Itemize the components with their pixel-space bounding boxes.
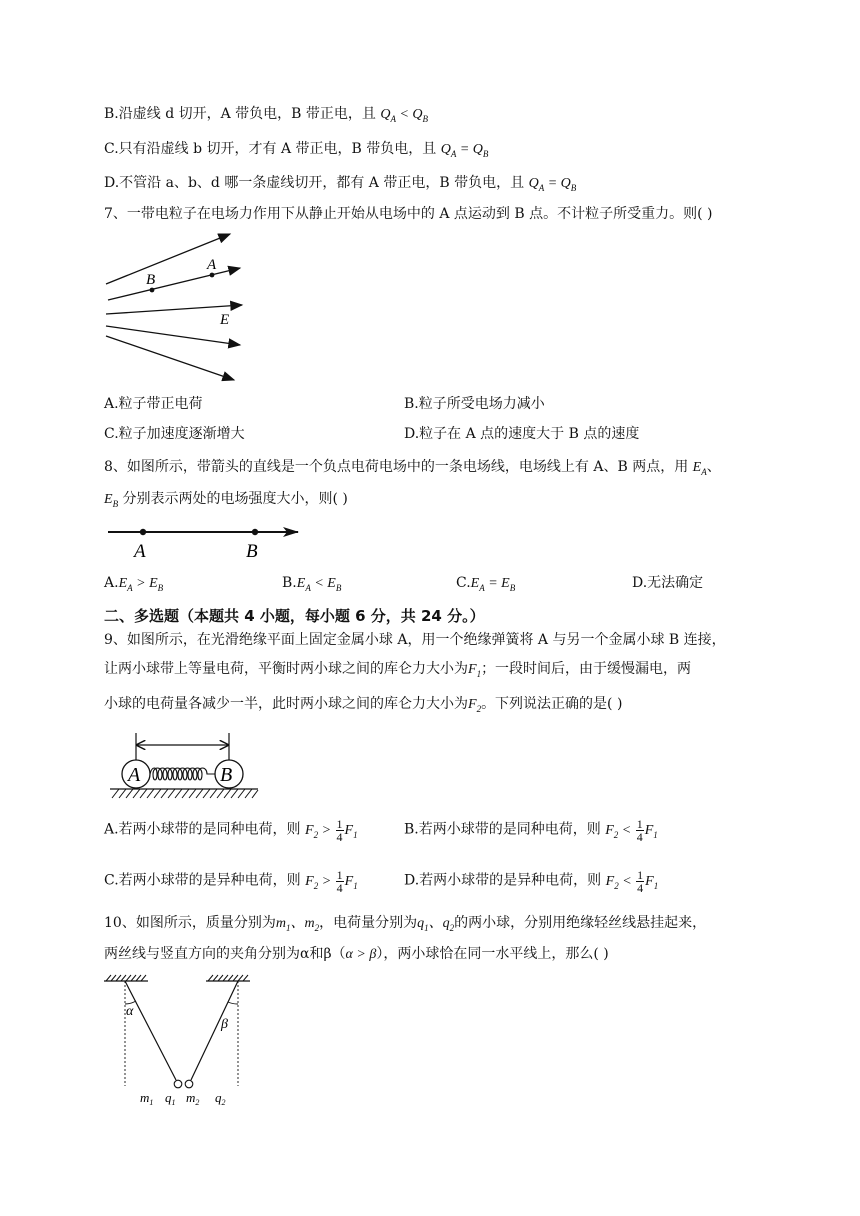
q9-line2: 让两小球带上等量电荷，平衡时两小球之间的库仑力大小为$F_1$；一段时间后，由于缓慢漏电，两 — [104, 661, 692, 679]
q9-b-formula: $F_2$ < $\frac{1}{4}$ $F_1$ — [605, 817, 658, 844]
thread-left — [125, 981, 176, 1080]
q8-eb-symbol: $E_B$ — [104, 492, 119, 509]
q10-line2: 两丝线与竖直方向的夹角分别为α和β（α > β），两小球恰在同一水平线上，那么( ) — [104, 946, 609, 962]
q8-point-a-label: A — [134, 541, 146, 562]
q9-c-formula: $F_2$ > $\frac{1}{4}$ $F_1$ — [305, 868, 358, 895]
section-2-heading: 二、多选题（本题共 4 小题，每小题 6 分，共 24 分。） — [104, 607, 485, 625]
ground-hatch — [112, 789, 258, 798]
angle-arc-beta — [228, 1002, 238, 1004]
q9-d-formula: $F_2$ < $\frac{1}{4}$ $F_1$ — [605, 868, 659, 895]
point-b-label: B — [146, 272, 156, 288]
q10-charges: $q_1$、$q_2$ — [417, 916, 455, 933]
m2-label: $m_2$ — [186, 1090, 200, 1107]
q10-pendulum-figure — [104, 974, 254, 1106]
ceiling-right-hatch — [208, 975, 248, 981]
q9-line1: 9、如图所示，在光滑绝缘平面上固定金属小球 A，用一个绝缘弹簧将 A 与另一个金属小球 B 连接， — [104, 632, 726, 648]
q8-point-b-label: B — [246, 541, 258, 562]
q7-option-b: B.粒子所受电场力减小 — [404, 396, 545, 412]
point-b-dot — [150, 288, 155, 293]
q8-a-formula: $E_A > E_B$ — [118, 576, 164, 593]
field-e-label: E — [220, 312, 230, 328]
q9-option-b: B.若两小球带的是同种电荷，则 $F_2$ < $\frac{1}{4}$ $F_1$ — [404, 817, 658, 844]
q8-ea-symbol: $E_A$ — [692, 460, 707, 477]
alpha-label: α — [126, 1004, 134, 1019]
q8-stem-line1: 8、如图所示，带箭头的直线是一个负点电荷电场中的一条电场线，电场线上有 A、B 两点，用 $E_A$、 — [104, 459, 721, 477]
spring — [150, 768, 215, 780]
ball-2 — [185, 1080, 193, 1088]
q9-line3: 小球的电荷量各减少一半，此时两小球之间的库仑力大小为$F_2$。下列说法正确的是( ) — [104, 696, 623, 714]
ceiling-left-hatch — [106, 975, 146, 981]
q10-masses: $m_1$、$m_2$ — [275, 916, 320, 933]
q8-stem-line2: $E_B$ 分别表示两处的电场强度大小，则( ) — [104, 491, 348, 509]
q8-field-line-figure — [104, 520, 304, 562]
q6-c-formula: $Q_A = Q_B$ — [440, 142, 489, 159]
q2-label: $q_2$ — [215, 1090, 226, 1107]
field-line-5 — [106, 336, 234, 380]
ball-a-label: A — [128, 764, 141, 786]
q1-label: $q_1$ — [165, 1090, 176, 1107]
q7-stem: 7、一带电粒子在电场力作用下从静止开始从电场中的 A 点运动到 B 点。不计粒子所受重力。则( ) — [104, 206, 713, 222]
q6-b-formula: $Q_A < Q_B$ — [380, 107, 429, 124]
q6-d-formula: $Q_A = Q_B$ — [528, 176, 577, 193]
q10-line1: 10、如图所示，质量分别为$m_1$、$m_2$，电荷量分别为$q_1$、$q_2$的两小球，分别用绝缘轻丝线悬挂起来， — [104, 915, 707, 933]
q9-spring-figure — [108, 728, 260, 802]
q8-b-formula: $E_A < E_B$ — [296, 576, 342, 593]
q10-angle-condition: α > β — [345, 947, 377, 962]
ball-b-label: B — [220, 764, 233, 786]
q9-option-c: C.若两小球带的是异种电荷，则 $F_2$ > $\frac{1}{4}$ $F_1$ — [104, 868, 358, 895]
q6-option-c: C.只有沿虚线 b 切开，才有 A 带正电，B 带负电，且 $Q_A = Q_B$ — [104, 141, 489, 159]
ball-1 — [174, 1080, 182, 1088]
q6-option-b: B.沿虚线 d 切开，A 带负电，B 带正电，且 $Q_A < Q_B$ — [104, 106, 429, 124]
q8-point-b-dot — [252, 529, 258, 535]
q8-point-a-dot — [140, 529, 146, 535]
q7-option-a: A.粒子带正电荷 — [104, 396, 203, 412]
field-line-2 — [108, 268, 240, 300]
q8-option-c: $C.E_A = E_B$ — [456, 575, 516, 593]
point-a-dot — [210, 273, 215, 278]
q9-a-formula: $F_2$ > $\frac{1}{4}$ $F_1$ — [305, 817, 358, 844]
beta-label: β — [221, 1017, 228, 1032]
q8-option-d: D.无法确定 — [632, 575, 704, 591]
field-line-4 — [106, 326, 240, 345]
q9-option-d: D.若两小球带的是异种电荷，则 $F_2$ < $\frac{1}{4}$ $F_1$ — [404, 868, 659, 895]
point-a-label: A — [207, 257, 217, 273]
q7-option-c: C.粒子加速度逐渐增大 — [104, 426, 245, 442]
q8-option-a: $A.E_A > E_B$ — [104, 575, 164, 593]
q9-f2-symbol: $F_2$ — [468, 697, 482, 714]
q9-f1-symbol: $F_1$ — [468, 662, 482, 679]
q8-option-b: $B.E_A < E_B$ — [282, 575, 342, 593]
q7-option-d: D.粒子在 A 点的速度大于 B 点的速度 — [404, 426, 640, 442]
q6-option-d: D.不管沿 a、b、d 哪一条虚线切开，都有 A 带正电，B 带负电，且 $Q_A = Q_B$ — [104, 175, 577, 193]
thread-right — [191, 981, 238, 1080]
q9-option-a: A.若两小球带的是同种电荷，则 $F_2$ > $\frac{1}{4}$ $F_1$ — [104, 817, 358, 844]
m1-label: $m_1$ — [140, 1090, 154, 1107]
q7-field-lines-figure — [100, 228, 250, 388]
q8-c-formula: $E_A = E_B$ — [470, 576, 516, 593]
